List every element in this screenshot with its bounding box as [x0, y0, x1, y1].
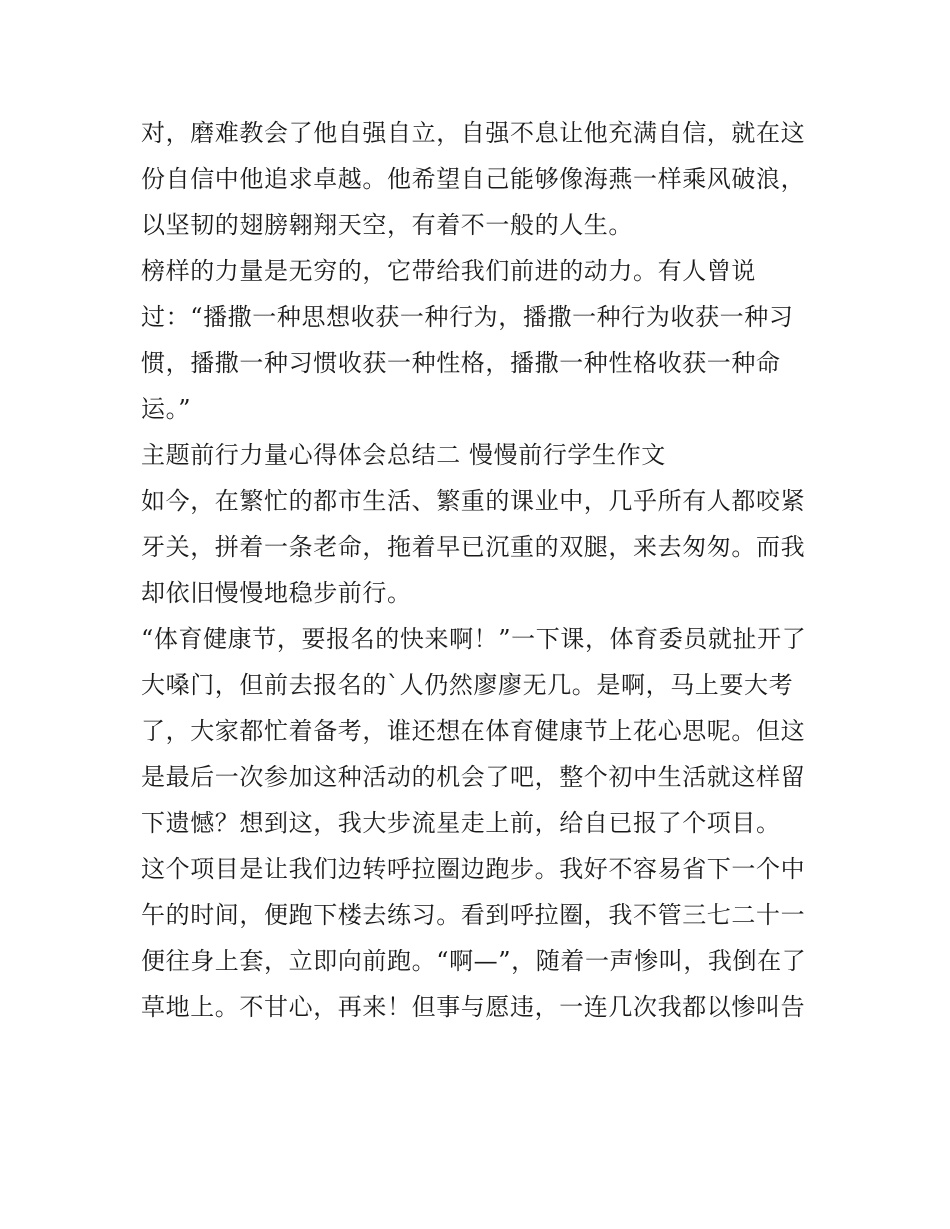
text-line: 是最后一次参加这种活动的机会了吧，整个初中生活就这样留 [141, 763, 806, 791]
text-line: 了，大家都忙着备考，谁还想在体育健康节上花心思呢。但这 [141, 717, 806, 745]
document-body [141, 110, 821, 1030]
text-line: 惯，播撒一种习惯收获一种性格，播撒一种性格收获一种命 [141, 349, 781, 377]
section-heading: 主题前行力量心得体会总结二 慢慢前行学生作文 [141, 441, 666, 469]
text-line: 大嗓门，但前去报名的`人仍然廖廖无几。是啊，马上要大考 [141, 671, 794, 699]
text-line: 过：“播撒一种思想收获一种行为，播撒一种行为收获一种习 [141, 303, 794, 331]
text-line: 午的时间，便跑下楼去练习。看到呼拉圈，我不管三七二十一 [141, 901, 806, 929]
text-line: 如今，在繁忙的都市生活、繁重的课业中，几乎所有人都咬紧 [141, 487, 806, 515]
text-line: “体育健康节，要报名的快来啊！”一下课，体育委员就扯开了 [141, 625, 807, 653]
text-line: 份自信中他追求卓越。他希望自己能够像海燕一样乘风破浪， [141, 165, 806, 193]
text-line: 牙关，拼着一条老命，拖着早已沉重的双腿，来去匆匆。而我 [141, 533, 806, 561]
text-line: 榜样的力量是无穷的，它带给我们前进的动力。有人曾说 [141, 257, 756, 285]
text-line: 却依旧慢慢地稳步前行。 [141, 579, 412, 607]
text-line: 草地上。不甘心，再来！但事与愿违，一连几次我都以惨叫告 [141, 993, 806, 1021]
text-line: 这个项目是让我们边转呼拉圈边跑步。我好不容易省下一个中 [141, 855, 806, 883]
text-line: 便往身上套，立即向前跑。“啊—”，随着一声惨叫，我倒在了 [141, 947, 807, 975]
text-line: 以坚韧的翅膀翱翔天空，有着不一般的人生。 [141, 211, 633, 239]
text-line: 下遗憾？想到这，我大步流星走上前，给自已报了个项目。 [141, 809, 781, 837]
text-line: 对，磨难教会了他自强自立，自强不息让他充满自信，就在这 [141, 119, 806, 147]
text-line: 运。” [141, 395, 192, 423]
